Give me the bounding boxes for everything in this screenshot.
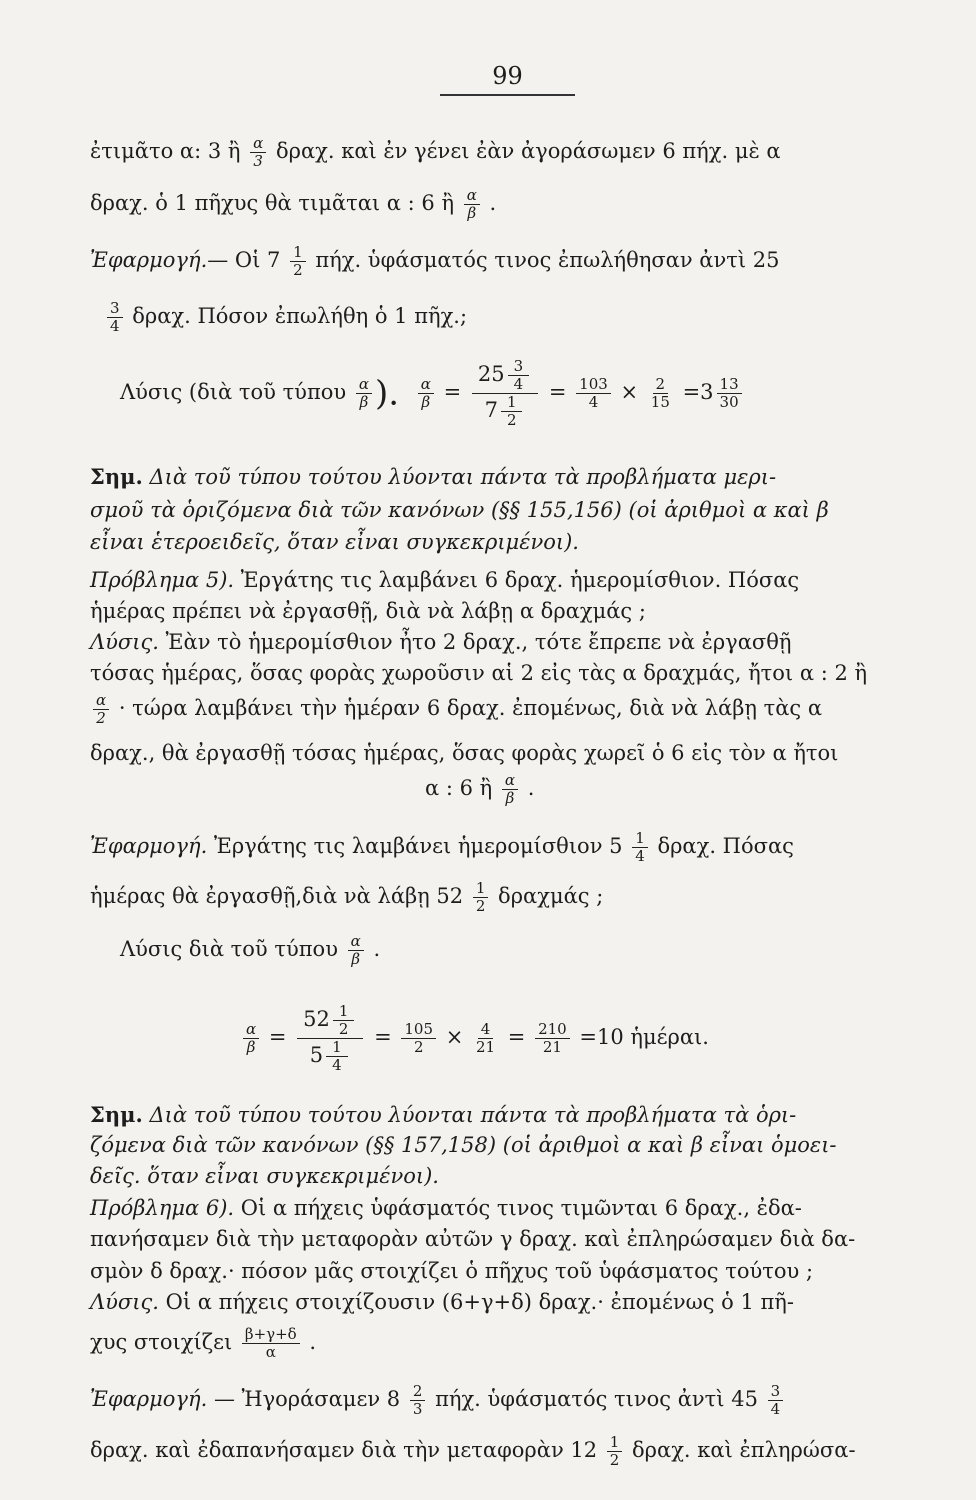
- eq1-compound-fraction: [472, 358, 538, 429]
- line-16-pre: Ἐργάτης τις λαμβάνει ἡμερομίσθιον 5: [213, 834, 623, 858]
- solution-label: Λύσις.: [90, 630, 159, 654]
- text-line-29: [90, 1434, 910, 1469]
- note-label: Σημ.: [90, 1102, 143, 1127]
- equation-1: [120, 358, 745, 429]
- fraction-denominator: α: [265, 1343, 276, 1361]
- fraction-numerator: α: [243, 1021, 259, 1039]
- line-15-pre: α : 6 ἢ: [425, 776, 493, 800]
- equals-sign: =: [374, 1025, 392, 1049]
- fraction-denominator: 4: [635, 847, 645, 865]
- text-line-4: [104, 300, 924, 335]
- fraction-numerator: 1: [632, 830, 648, 848]
- fraction-denominator: β: [467, 204, 477, 222]
- fraction-numerator: α: [464, 187, 480, 205]
- equals-sign: =: [268, 1025, 287, 1049]
- line-13-post: · τώρα λαμβάνει τὴν ἡμέραν 6 δραχ. ἐπομένως, διὰ νὰ λάβῃ τὰς α: [118, 696, 823, 720]
- equals-sign: =: [548, 380, 567, 404]
- fraction-denominator: 2: [609, 1451, 620, 1469]
- text-line-14: δραχ., θὰ ἐργασθῇ τόσας ἡμέρας, ὅσας φορὰς χωρεῖ ὁ 6 εἰς τὸν α ἤτοι: [90, 741, 839, 765]
- fraction-denominator: 3: [412, 1400, 423, 1418]
- line-1-pre: ἐτιμᾶτο α: 3 ἢ: [90, 139, 241, 163]
- fraction-3-over-4: [768, 1383, 784, 1418]
- fraction-a-over-b: [348, 933, 364, 968]
- problem-label: Πρόβλημα 5).: [90, 568, 235, 592]
- fraction-denominator: 2: [96, 709, 106, 727]
- eq1-lhs-fraction: [418, 376, 434, 411]
- text-line-12: τόσας ἡμέρας, ὅσας φορὰς χωροῦσιν αἱ 2 εἰς τὰς α δραχμάς, ἤτοι α : 2 ἢ: [90, 661, 868, 685]
- fraction-numerator: 105: [401, 1021, 436, 1039]
- fraction-105-over-2: [401, 1021, 436, 1056]
- text-line-7: σμοῦ τὰ ὁριζόμενα διὰ τῶν κανόνων (§§ 155,156) (οἱ ἀριθμοὶ α καὶ β: [90, 498, 829, 522]
- line-6-text: Διὰ τοῦ τύπου τούτου λύονται πάντα τὰ προβλήματα μερι-: [149, 465, 777, 489]
- fraction-numerator: β+γ+δ: [242, 1326, 300, 1344]
- fraction-a-over-b: [464, 187, 480, 222]
- equals-sign: =: [443, 380, 462, 404]
- text-line-11: [90, 627, 910, 657]
- text-line-9: [90, 565, 910, 595]
- line-18-pre: Λύσις διὰ τοῦ τύπου: [120, 937, 338, 961]
- fraction-numerator: 3: [508, 358, 530, 376]
- text-line-26: [90, 1287, 910, 1317]
- fraction-numerator: α: [356, 376, 372, 394]
- fraction-cost-per-cubit: [242, 1326, 300, 1361]
- fraction-denominator: 4: [110, 317, 120, 335]
- line-20-text: Διὰ τοῦ τύπου τούτου λύονται πάντα τὰ προβλήματα τὰ ὁρι-: [149, 1103, 797, 1127]
- line-16-post: δραχ. Πόσας: [657, 834, 794, 858]
- line-3-post: πήχ. ὑφάσματός τινος ἐπωλήθησαν ἀντὶ 25: [315, 248, 780, 272]
- fraction-numerator: α: [502, 772, 518, 790]
- text-line-6: [90, 462, 910, 492]
- problem-label: Πρόβλημα 6).: [90, 1196, 235, 1220]
- fraction-numerator: α: [250, 135, 266, 153]
- text-line-18: [120, 933, 940, 968]
- text-line-8: εἶναι ἑτεροειδεῖς, ὅταν εἶναι συγκεκριμένοι).: [90, 530, 579, 554]
- text-line-13: [90, 692, 910, 727]
- fraction-numerator: 2: [653, 376, 669, 394]
- line-27-post: .: [309, 1330, 317, 1354]
- fraction-1-over-2: [607, 1434, 623, 1469]
- text-line-1: [90, 135, 910, 170]
- line-9-text: Ἐργάτης τις λαμβάνει 6 δραχ. ἡμερομίσθιον. Πόσας: [240, 568, 800, 592]
- fraction-a-over-3: [250, 135, 266, 170]
- line-23-text: Οἱ α πήχεις ὑφάσματός τινος τιμῶνται 6 δραχ., ἐδα-: [240, 1196, 802, 1220]
- text-line-22: δεῖς. ὅταν εἶναι συγκεκριμένοι).: [90, 1164, 439, 1188]
- text-line-24: πανήσαμεν διὰ τὴν μεταφορὰν αὐτῶν γ δραχ. καὶ ἐπληρώσαμεν διὰ δα-: [90, 1227, 856, 1251]
- fraction-denominator: 2: [338, 1020, 349, 1038]
- fraction-numerator: 1: [501, 394, 523, 412]
- fraction-4-over-21: [473, 1021, 498, 1056]
- eq1-pre: Λύσις (διὰ τοῦ τύπου: [120, 380, 347, 404]
- mixed-fraction: [508, 358, 530, 393]
- equation-2: [240, 1003, 709, 1074]
- fraction-numerator: 1: [326, 1039, 348, 1057]
- application-label: Ἐφαρμογή.: [90, 1387, 208, 1411]
- fraction-denominator: β: [505, 789, 515, 807]
- fraction-numerator: α: [93, 692, 109, 710]
- text-line-17: [90, 880, 910, 915]
- fraction-denominator: 2: [506, 411, 517, 429]
- close-paren: ).: [375, 373, 400, 414]
- fraction-denominator: 2: [475, 897, 486, 915]
- line-17-post: δραχμάς ;: [498, 884, 604, 908]
- line-28-mid: πήχ. ὑφάσματός τινος ἀντὶ 45: [435, 1387, 758, 1411]
- fraction-numerator: 3: [768, 1383, 784, 1401]
- eq2-lhs-fraction: [243, 1021, 259, 1056]
- fraction-denominator: 21: [542, 1038, 562, 1056]
- line-1-post: δραχ. καὶ ἐν γένει ἐὰν ἀγοράσωμεν 6 πήχ. μὲ α: [275, 139, 781, 163]
- line-18-post: .: [373, 937, 381, 961]
- text-line-23: [90, 1193, 910, 1223]
- fraction-denominator: β: [421, 393, 431, 411]
- line-28-pre: — Ἠγοράσαμεν 8: [213, 1387, 401, 1411]
- text-line-20: [90, 1100, 910, 1130]
- line-15-post: .: [527, 776, 535, 800]
- fraction-denominator: β: [351, 950, 361, 968]
- fraction-denominator: 30: [719, 393, 739, 411]
- fraction-denominator: 3: [253, 152, 263, 170]
- line-17-pre: ἡμέρας θὰ ἐργασθῇ,διὰ νὰ λάβῃ 52: [90, 884, 464, 908]
- mixed-whole: 5: [309, 1043, 324, 1067]
- result-fraction: [717, 376, 742, 411]
- fraction-2-over-15: [648, 376, 673, 411]
- fraction-denominator: β: [359, 393, 369, 411]
- line-2-post: .: [489, 191, 497, 215]
- fraction-numerator: 210: [535, 1021, 570, 1039]
- line-4-post: δραχ. Πόσον ἐπωλήθη ὁ 1 πῆχ.;: [132, 304, 468, 328]
- compound-numerator: [472, 358, 538, 394]
- fraction-1-over-4: [632, 830, 648, 865]
- fraction-numerator: 3: [107, 300, 123, 318]
- page-number: 99: [440, 62, 575, 96]
- text-line-2: [90, 187, 910, 222]
- text-line-3: [90, 244, 910, 279]
- fraction-1-over-2: [290, 244, 306, 279]
- text-line-15: [425, 772, 725, 807]
- result-whole: 3: [700, 380, 714, 404]
- text-line-28: [90, 1383, 910, 1418]
- fraction-numerator: 1: [290, 244, 306, 262]
- line-27-pre: χυς στοιχίζει: [90, 1330, 233, 1354]
- fraction-denominator: 4: [332, 1056, 342, 1074]
- line-3-pre: — Οἱ 7: [207, 248, 281, 272]
- eq2-result: =10 ἡμέραι.: [579, 1025, 709, 1049]
- mixed-whole: 25: [477, 362, 505, 386]
- fraction-103-over-4: [576, 376, 611, 411]
- line-29-pre: δραχ. καὶ ἐδαπανήσαμεν διὰ τὴν μεταφορὰν 12: [90, 1438, 598, 1462]
- fraction-numerator: α: [418, 376, 434, 394]
- fraction-1-over-2: [473, 880, 489, 915]
- note-label: Σημ.: [90, 464, 143, 489]
- compound-numerator: [297, 1003, 363, 1039]
- text-line-16: [90, 830, 910, 865]
- line-11-text: Ἐὰν τὸ ἡμερομίσθιον ἦτο 2 δραχ., τότε ἔπρεπε νὰ ἐργασθῇ: [165, 630, 792, 654]
- times-sign: ×: [620, 380, 639, 404]
- solution-label: Λύσις.: [90, 1290, 159, 1314]
- text-line-21: ζόμενα διὰ τῶν κανόνων (§§ 157,158) (οἱ ἀριθμοὶ α καὶ β εἶναι ὁμοει-: [90, 1133, 837, 1157]
- equals-sign: =: [682, 380, 701, 404]
- compound-denominator: [479, 394, 532, 429]
- mixed-fraction: [501, 394, 523, 429]
- fraction-denominator: 15: [650, 393, 670, 411]
- equals-sign: =: [507, 1025, 526, 1049]
- fraction-denominator: 4: [588, 393, 599, 411]
- text-line-27: [90, 1326, 910, 1361]
- fraction-numerator: 4: [478, 1021, 494, 1039]
- fraction-numerator: 1: [607, 1434, 623, 1452]
- times-sign: ×: [445, 1025, 464, 1049]
- fraction-3-over-4: [107, 300, 123, 335]
- fraction-numerator: 1: [473, 880, 489, 898]
- fraction-denominator: 2: [413, 1038, 424, 1056]
- fraction-denominator: 21: [476, 1038, 496, 1056]
- mixed-fraction: [333, 1003, 355, 1038]
- eq1-formula-fraction: [356, 376, 372, 411]
- text-line-10: ἡμέρας πρέπει νὰ ἐργασθῇ, διὰ νὰ λάβῃ α δραχμάς ;: [90, 599, 646, 623]
- fraction-numerator: 13: [717, 376, 742, 394]
- compound-denominator: [304, 1039, 357, 1074]
- fraction-2-over-3: [410, 1383, 426, 1418]
- mixed-fraction: [326, 1039, 348, 1074]
- fraction-numerator: 2: [410, 1383, 426, 1401]
- application-label: Ἐφαρμογή.: [90, 248, 208, 272]
- fraction-a-over-2: [93, 692, 109, 727]
- line-29-post: δραχ. καὶ ἐπληρώσα-: [632, 1438, 856, 1462]
- fraction-numerator: 1: [333, 1003, 355, 1021]
- fraction-denominator: 4: [770, 1400, 781, 1418]
- fraction-numerator: α: [348, 933, 364, 951]
- fraction-210-over-21: [535, 1021, 570, 1056]
- text-line-25: σμὸν δ δραχ.· πόσον μᾶς στοιχίζει ὁ πῆχυς τοῦ ὑφάσματος τούτου ;: [90, 1259, 814, 1283]
- mixed-whole: 7: [484, 398, 498, 422]
- line-26-text: Οἱ α πήχεις στοιχίζουσιν (6+γ+δ) δραχ.· ἐπομένως ὁ 1 πῆ-: [165, 1290, 794, 1314]
- fraction-denominator: β: [246, 1038, 256, 1056]
- fraction-numerator: 103: [576, 376, 611, 394]
- line-2-pre: δραχ. ὁ 1 πῆχυς θὰ τιμᾶται α : 6 ἢ: [90, 191, 455, 215]
- mixed-whole: 52: [303, 1007, 330, 1031]
- fraction-a-over-b: [502, 772, 518, 807]
- fraction-denominator: 4: [513, 375, 524, 393]
- eq2-compound-fraction: [297, 1003, 363, 1074]
- fraction-denominator: 2: [293, 261, 303, 279]
- application-label: Ἐφαρμογή.: [90, 834, 208, 858]
